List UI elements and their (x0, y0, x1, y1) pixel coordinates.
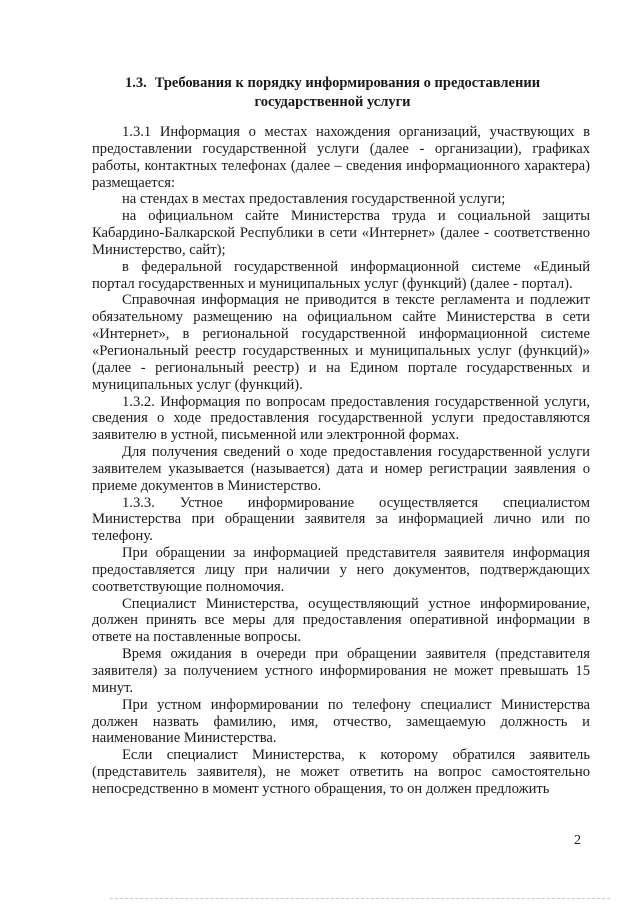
paragraph: Для получения сведений о ходе предоставления государственной услуги заявителем указывается (называется) дата и номер регистрации заявления о приеме документов в Министерство. (92, 444, 590, 494)
section-heading-line-1 (80, 74, 585, 93)
paragraph: 1.3.3. Устное информирование осуществляется специалистом Министерства при обращении заявителя за информацией лично или по телефону. (92, 494, 590, 545)
paragraph: 1.3.2. Информация по вопросам предоставления государственной услуги, сведения о ходе предоставления государственной услуги предоставляются заявителю в устной, письменной или электронной формах. (92, 393, 590, 444)
section-title-line-1: Требования к порядку информирования о предоставлении (154, 75, 541, 91)
paragraph: в федеральной государственной информационной системе «Единый портал государственных и муниципальных услуг (функций) (далее - портал). (92, 258, 590, 292)
paragraph: Специалист Министерства, осуществляющий устное информирование, должен принять все меры для предоставления оперативной информации в ответе на поставленные вопросы. (92, 595, 590, 646)
paragraph: При обращении за информацией представителя заявителя информация предоставляется лицу при наличии у него документов, подтверждающих соответствующие полномочия. (92, 545, 590, 595)
section-heading (80, 74, 585, 112)
section-title-line-2: государственной услуги (254, 94, 411, 110)
page-number: 2 (574, 833, 581, 848)
paragraph: Справочная информация не приводится в тексте регламента и подлежит обязательному размещению на официальном сайте Министерства в сети «Интернет», в региональной государственной информационной системе «Региональный реестр государственных и муниципальных услуг (функций)» (далее - региональный реестр) и на Едином портале государственных и муниципальных услуг (функций). (92, 292, 590, 393)
paragraph: Если специалист Министерства, к которому обратился заявитель (представитель заявителя), не может ответить на вопрос самостоятельно непосредственно в момент устного обращения, то он должен предложить (92, 747, 590, 797)
section-number: 1.3. (124, 75, 147, 91)
document-body (92, 124, 590, 798)
paragraph: 1.3.1 Информация о местах нахождения организаций, участвующих в предоставлении государственной услуги (далее - организации), графиках работы, контактных телефонах (далее – сведения информационного характера) размещается: (92, 124, 590, 191)
paragraph: на официальном сайте Министерства труда и социальной защиты Кабардино-Балкарской Республики в сети «Интернет» (далее - соответственно Министерство, сайт); (92, 208, 590, 258)
paragraph: При устном информировании по телефону специалист Министерства должен назвать фамилию, имя, отчество, замещаемую должность и наименование Министерства. (92, 696, 590, 747)
paragraph: на стендах в местах предоставления государственной услуги; (122, 191, 506, 208)
scan-artifact-line (110, 898, 610, 899)
paragraph: Время ожидания в очереди при обращении заявителя (представителя заявителя) за получением устного информирования не может превышать 15 минут. (92, 646, 590, 696)
